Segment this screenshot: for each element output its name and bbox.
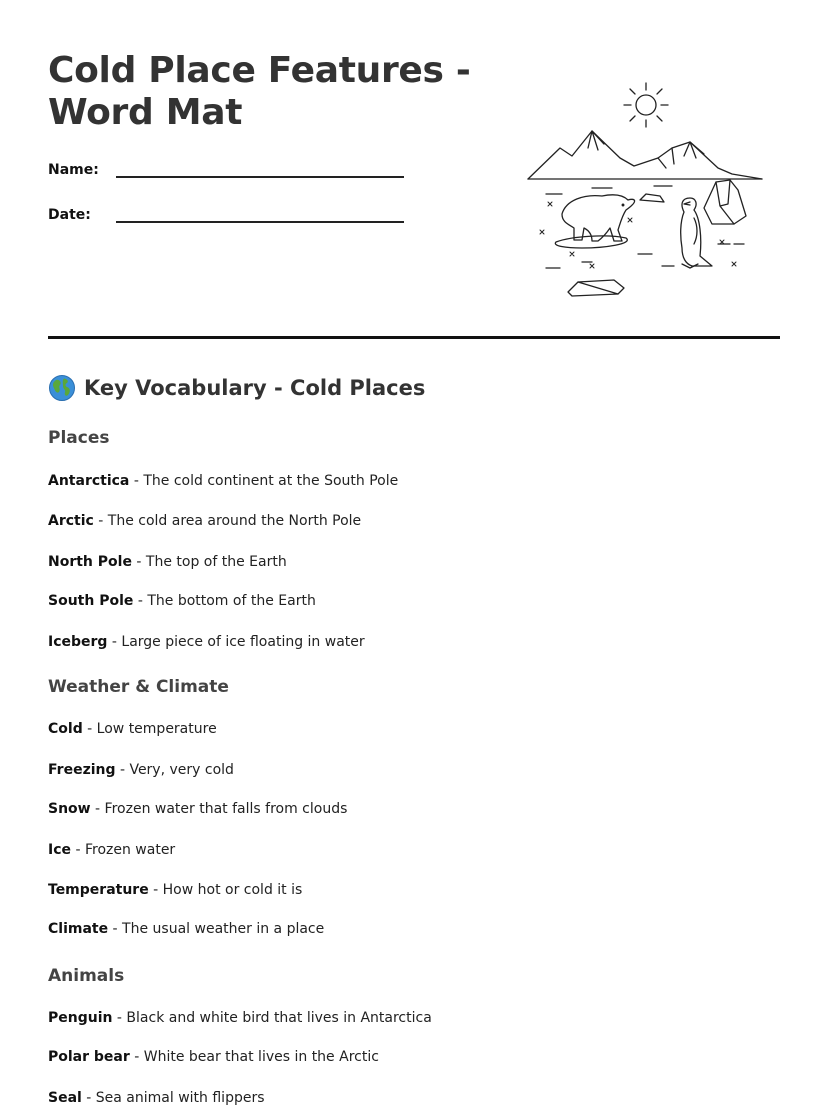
vocab-definition: - Low temperature [82, 721, 217, 737]
vocab-item [48, 801, 347, 817]
vocab-definition: - Very, very cold [115, 762, 234, 778]
vocab-term: North Pole [48, 554, 132, 570]
vocab-item [48, 882, 302, 898]
vocab-term: Climate [48, 921, 109, 937]
vocab-term: Antarctica [48, 473, 130, 489]
date-field [48, 205, 404, 223]
vocab-term: Arctic [48, 513, 94, 529]
vocab-item [48, 513, 361, 529]
vocab-term: South Pole [48, 593, 134, 609]
cold-place-illustration [522, 78, 768, 302]
vocab-term: Seal [48, 1090, 82, 1106]
name-write-line[interactable] [116, 160, 404, 178]
vocab-definition: - The bottom of the Earth [133, 593, 316, 609]
category-heading-animals: Animals [48, 966, 125, 986]
name-field [48, 160, 404, 178]
vocab-term: Temperature [48, 882, 149, 898]
mountains-icon [528, 131, 762, 179]
globe-icon [48, 374, 76, 402]
vocab-item [48, 1010, 432, 1026]
vocab-term: Snow [48, 801, 91, 817]
vocab-definition: - The usual weather in a place [108, 921, 325, 937]
section-divider [48, 336, 780, 339]
penguin-icon [681, 198, 712, 268]
vocab-definition: - Large piece of ice floating in water [107, 634, 365, 650]
vocab-item [48, 473, 398, 489]
water-lines-icon [546, 186, 744, 268]
category-heading-weather: Weather & Climate [48, 677, 229, 697]
vocab-term: Cold [48, 721, 83, 737]
date-write-line[interactable] [116, 205, 404, 223]
vocabulary-heading-text: Key Vocabulary - Cold Places [84, 376, 426, 400]
vocab-item [48, 1090, 265, 1106]
polar-bear-icon [555, 195, 634, 248]
vocab-term: Polar bear [48, 1049, 130, 1065]
vocab-item [48, 1049, 379, 1065]
vocab-item [48, 721, 217, 737]
vocab-term: Iceberg [48, 634, 108, 650]
vocab-item [48, 593, 316, 609]
vocab-definition: - The cold continent at the South Pole [129, 473, 399, 489]
vocab-item [48, 842, 175, 858]
page-title: Cold Place Features - Word Mat [48, 50, 471, 133]
vocab-item [48, 762, 234, 778]
vocab-item [48, 634, 365, 650]
vocab-definition: - Frozen water [71, 842, 176, 858]
name-label: Name: [48, 162, 99, 178]
vocab-term: Penguin [48, 1010, 113, 1026]
vocab-definition: - How hot or cold it is [148, 882, 303, 898]
sun-icon [624, 83, 668, 127]
vocab-definition: - Frozen water that falls from clouds [90, 801, 348, 817]
vocabulary-heading [48, 374, 425, 402]
date-label: Date: [48, 207, 91, 223]
vocab-term: Ice [48, 842, 72, 858]
vocab-item [48, 921, 324, 937]
iceberg-icon [704, 180, 746, 224]
vocab-definition: - The cold area around the North Pole [93, 513, 362, 529]
vocab-definition: - Sea animal with flippers [81, 1090, 265, 1106]
vocab-definition: - White bear that lives in the Arctic [129, 1049, 379, 1065]
vocab-item [48, 554, 287, 570]
vocab-definition: - The top of the Earth [131, 554, 287, 570]
vocab-term: Freezing [48, 762, 116, 778]
category-heading-places: Places [48, 428, 110, 448]
vocab-definition: - Black and white bird that lives in Antarctica [112, 1010, 432, 1026]
